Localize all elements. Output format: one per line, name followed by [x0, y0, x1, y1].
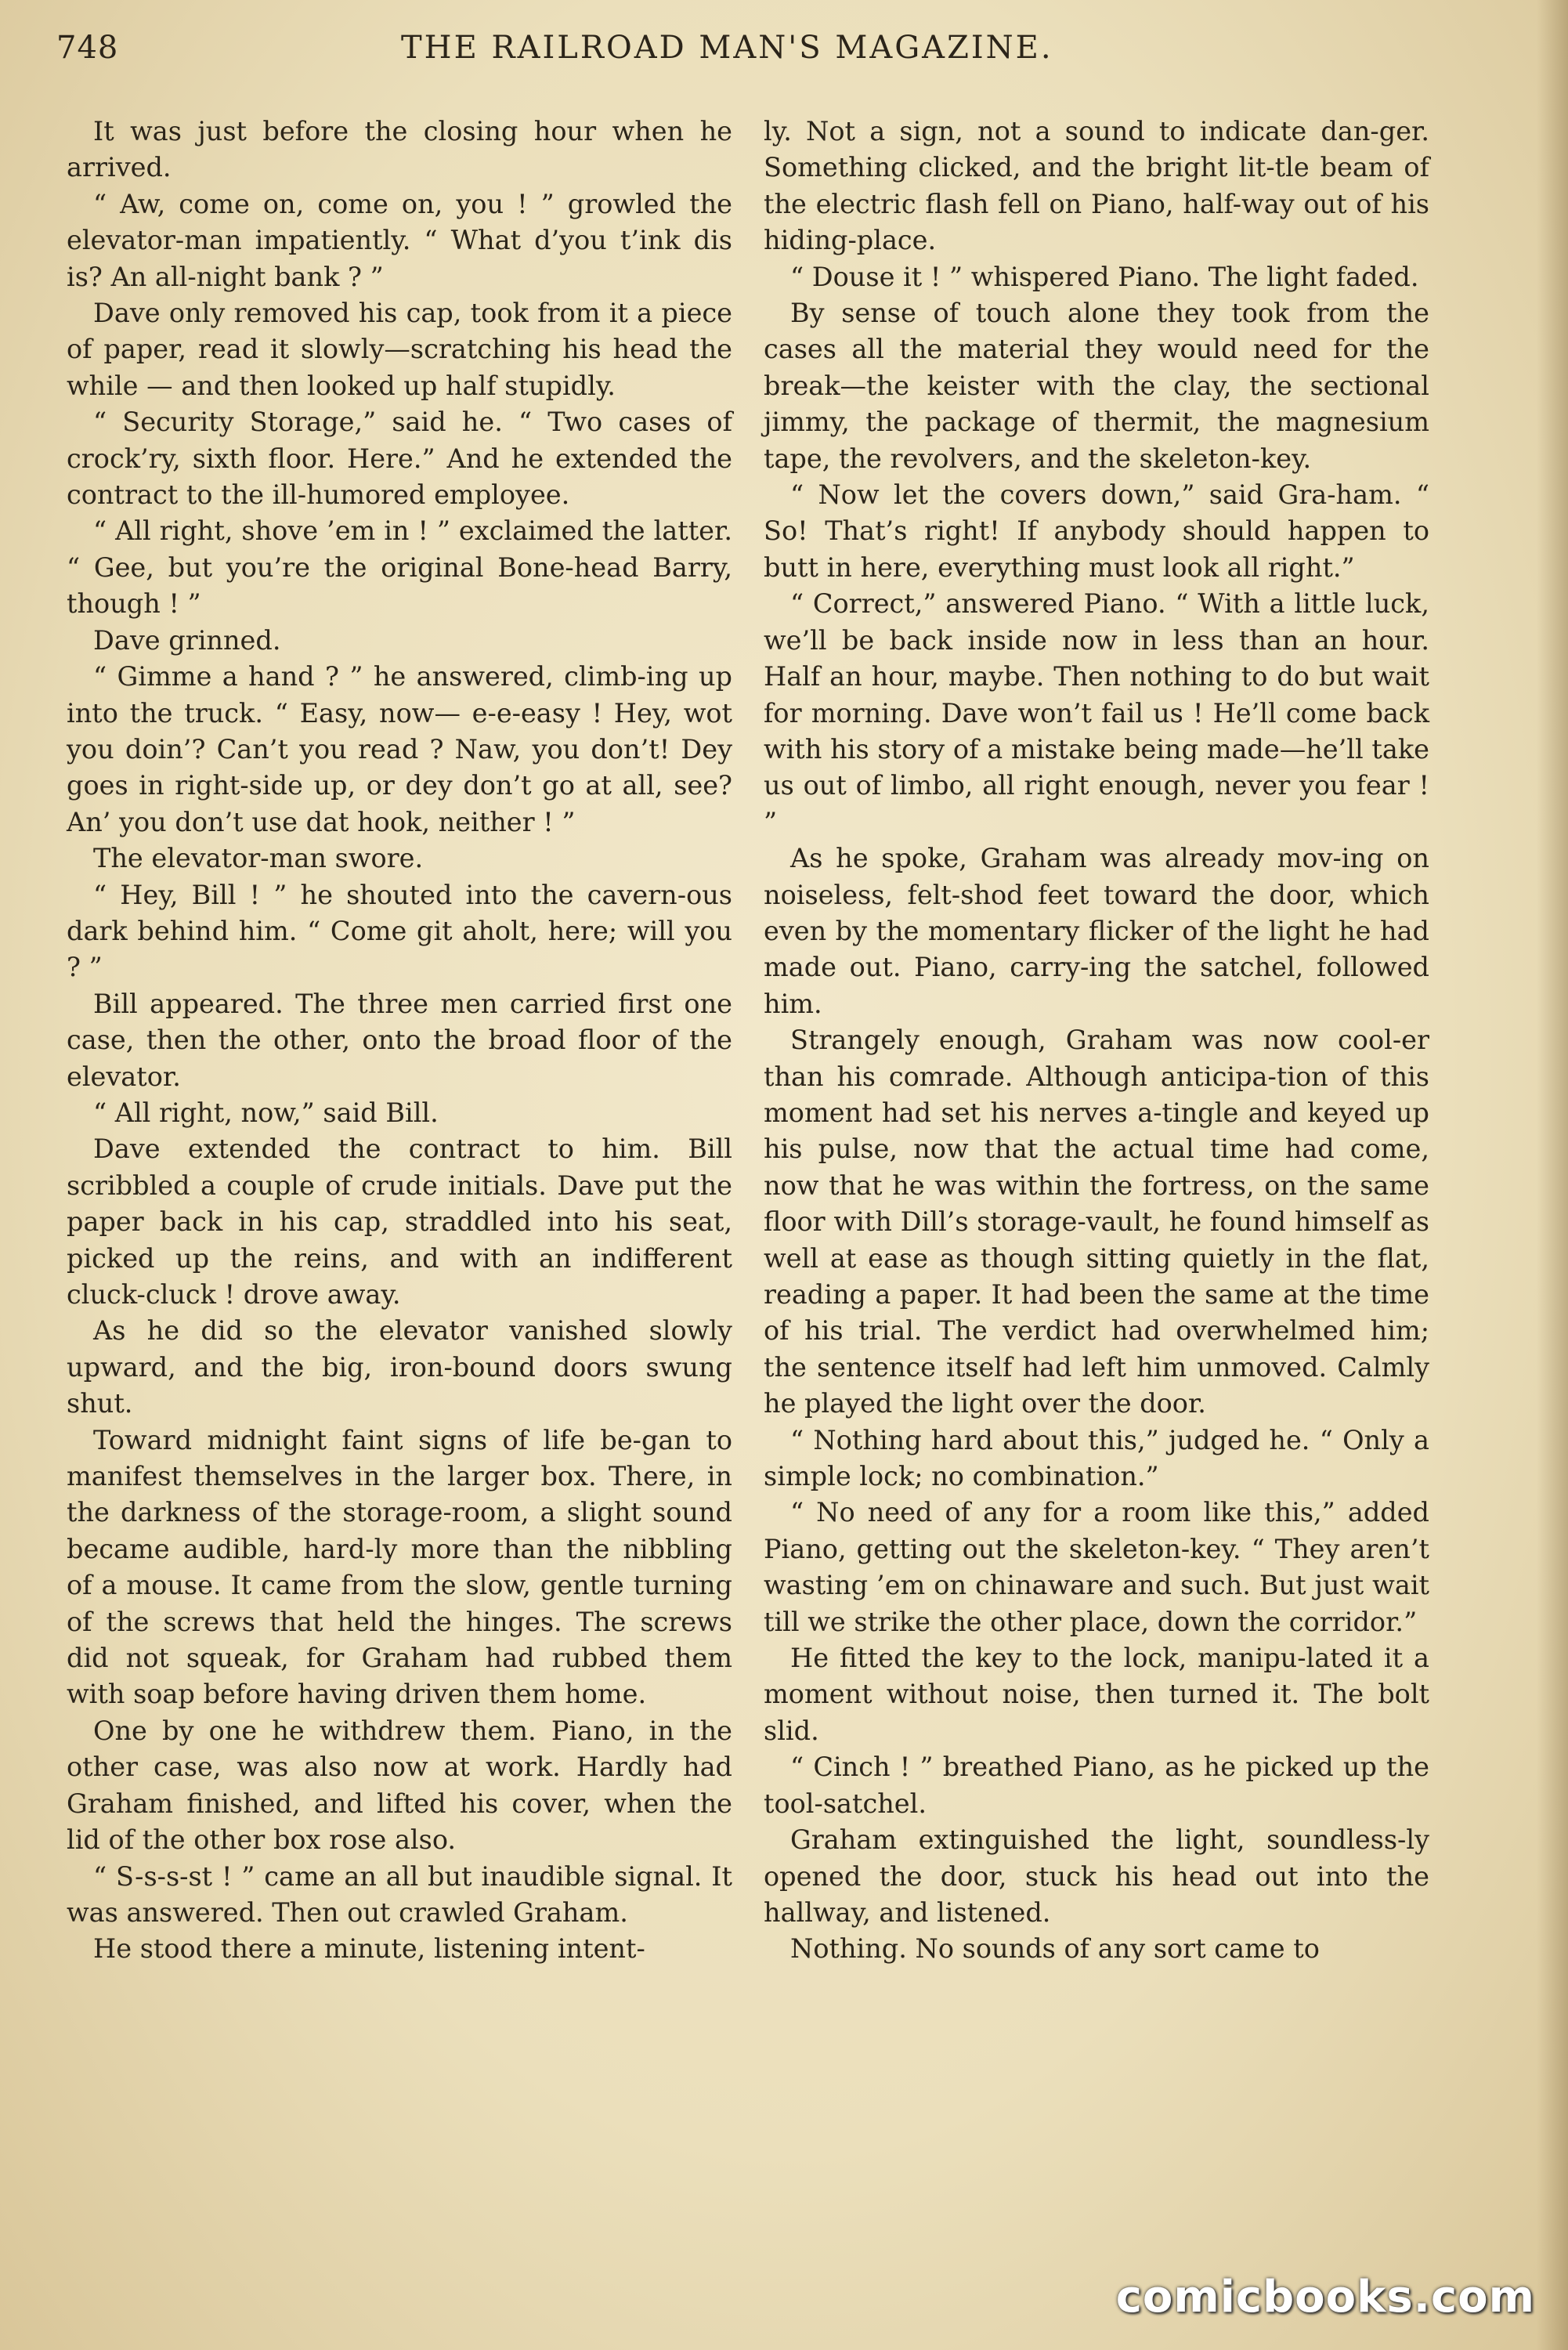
running-title: THE RAILROAD MAN'S MAGAZINE. [401, 30, 1053, 66]
paragraph: Toward midnight faint signs of life be-gan to manifest themselves in the larger box. There, in the darkness of the storage-room, a slight sound became audible, hard-ly more than the nibbling of a mouse. It came from the slow, gentle turning of the screws that held the hinges. The screws did not squeak, for Graham had rubbed them with soap before having driven them home. [67, 1424, 732, 1710]
paragraph: He fitted the key to the lock, manipu-lated it a moment without noise, then turned it. The bolt slid. [764, 1643, 1429, 1746]
paragraph: Dave only removed his cap, took from it a piece of paper, read it slowly—scratching his head the while — and then looked up half stupidly. [67, 298, 732, 401]
paragraph: Dave grinned. [93, 624, 281, 656]
paragraph: Graham extinguished the light, soundless-ly opened the door, stuck his head out into the hallway, and listened. [764, 1824, 1429, 1928]
paragraph: The elevator-man swore. [93, 843, 424, 874]
paragraph: “ Now let the covers down,” said Gra-ham. “ So! That’s right! If anybody should happen to butt in here, everything must look all right.” [764, 479, 1429, 583]
paragraph: “ All right, now,” said Bill. [93, 1097, 439, 1128]
paragraph: It was just before the closing hour when he arrived. [67, 116, 732, 183]
page-header [56, 30, 1513, 77]
left-column [67, 114, 732, 1968]
paragraph-continuation: ly. Not a sign, not a sound to indicate dan-ger. Something clicked, and the bright lit-tle beam of the electric flash fell on Piano, half-way out of his hiding-place. [764, 116, 1429, 256]
paragraph: One by one he withdrew them. Piano, in the other case, was also now at work. Hardly had Graham finished, and lifted his cover, when the lid of the other box rose also. [67, 1715, 732, 1856]
paragraph: By sense of touch alone they took from the cases all the material they would need for the break—the keister with the clay, the sectional jimmy, the package of thermit, the magnesium tape, the revolvers, and the skeleton-key. [764, 298, 1429, 474]
paragraph: “ All right, shove ’em in ! ” exclaimed the latter. “ Gee, but you’re the original Bone-head Barry, though ! ” [67, 515, 732, 620]
paragraph: “ Correct,” answered Piano. “ With a little luck, we’ll be back inside now in less than an hour. Half an hour, maybe. Then nothing to do but wait for morning. Dave won’t fail us ! He’ll come back with his story of a mistake being made—he’ll take us out of limbo, all right enough, never you fear ! ” [764, 588, 1429, 837]
paragraph: “ S-s-s-st ! ” came an all but inaudible signal. It was answered. Then out crawled Graham. [67, 1860, 732, 1928]
paragraph: He stood there a minute, listening intent- [93, 1933, 645, 1965]
paragraph: Dave extended the contract to him. Bill scribbled a couple of crude initials. Dave put the paper back in his cap, straddled into his seat, picked up the reins, and with an indifferent cluck-cluck ! drove away. [67, 1133, 732, 1310]
paragraph: “ Nothing hard about this,” judged he. “ Only a simple lock; no combination.” [764, 1424, 1429, 1492]
paragraph: “ Aw, come on, come on, you ! ” growled the elevator-man impatiently. “ What d’you t’ink dis is? An all-night bank ? ” [67, 188, 732, 292]
paragraph: “ Hey, Bill ! ” he shouted into the cavern-ous dark behind him. “ Come git aholt, here; will you ? ” [67, 879, 732, 983]
right-column [764, 114, 1429, 1968]
paragraph: As he did so the elevator vanished slowly upward, and the big, iron-bound doors swung shut. [67, 1315, 732, 1419]
paragraph: As he spoke, Graham was already mov-ing on noiseless, felt-shod feet toward the door, which even by the momentary flicker of the light he had made out. Piano, carry-ing the satchel, followed him. [764, 843, 1429, 1019]
paragraph: “ No need of any for a room like this,” added Piano, getting out the skeleton-key. “ They aren’t wasting ’em on chinaware and such. But just wait till we strike the other place, down the corridor.” [764, 1497, 1429, 1637]
paragraph: Nothing. No sounds of any sort came to [790, 1933, 1320, 1965]
paragraph: Bill appeared. The three men carried first one case, then the other, onto the broad floor of the elevator. [67, 988, 732, 1092]
paragraph: “ Cinch ! ” breathed Piano, as he picked up the tool-satchel. [764, 1752, 1429, 1819]
page-edge-shadow [1537, 0, 1568, 2350]
paragraph: “ Gimme a hand ? ” he answered, climb-ing up into the truck. “ Easy, now— e-e-easy ! Hey, wot you doin’? Can’t you read ? Naw, you don’t! Dey goes in right-side up, or dey don’t go at all, see? An’ you don’t use dat hook, neither ! ” [67, 661, 732, 837]
paragraph: “ Douse it ! ” whispered Piano. The light faded. [790, 261, 1419, 292]
page-number: 748 [56, 30, 119, 66]
paragraph: Strangely enough, Graham was now cool-er than his comrade. Although anticipa-tion of this moment had set his nerves a-tingle and keyed up his pulse, now that the actual time had come, now that he was within the fortress, on the same floor with Dill’s storage-vault, he found himself as well at ease as though sitting quietly in the flat, reading a paper. It had been the same at the time of his trial. The verdict had overwhelmed him; the sentence itself had left him unmoved. Calmly he played the light over the door. [764, 1025, 1429, 1419]
paragraph: “ Security Storage,” said he. “ Two cases of crock’ry, sixth floor. Here.” And he extended the contract to the ill-humored employee. [67, 407, 732, 511]
watermark: comicbooks.com [1115, 2272, 1535, 2323]
